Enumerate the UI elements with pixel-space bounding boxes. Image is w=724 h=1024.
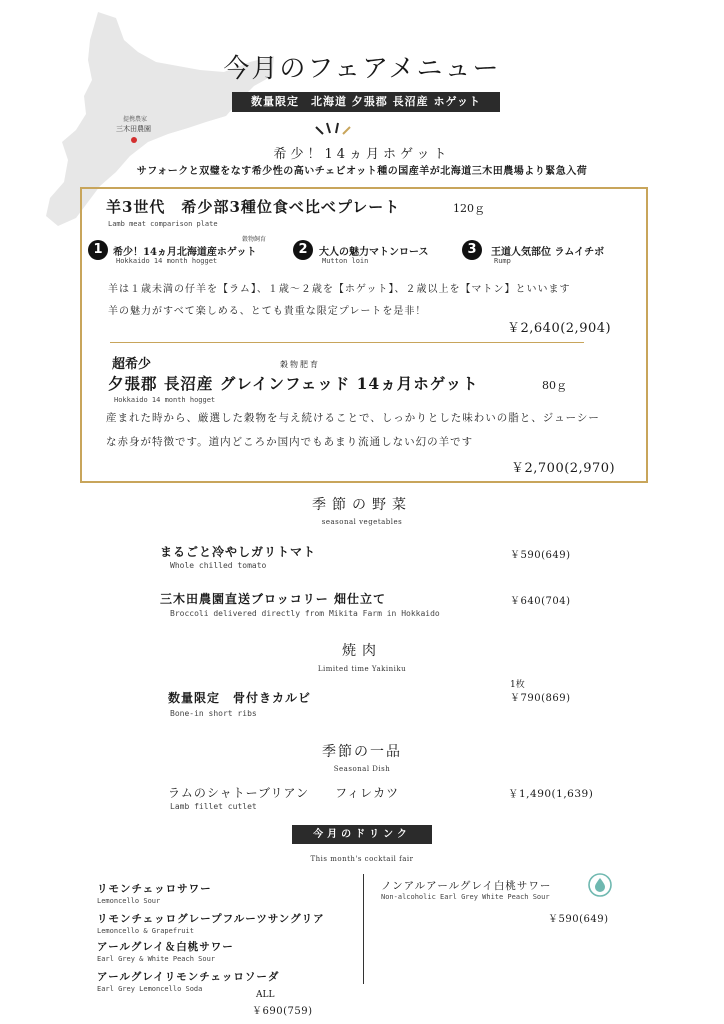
seasonal-dish-en-name: Lamb fillet cutlet [170, 802, 257, 811]
drink-1-name: リモンチェッロサワー [97, 883, 212, 895]
yakiniku-item-name: 数量限定 骨付きカルビ [168, 691, 312, 705]
drink-na-price: ￥590(649) [548, 914, 609, 925]
yakiniku-title: 焼肉 [342, 643, 382, 659]
sparkle-rays-icon [310, 121, 356, 139]
veg-item-2-name: 三木田農園直送ブロッコリー 畑仕立て [160, 592, 386, 606]
feature1-text1: 羊は１歳未満の仔羊を【ラム】、１歳～２歳を【ホゲット】、２歳以上を【マトン】といいます [108, 284, 571, 295]
vegetables-en: seasonal vegetables [321, 518, 403, 526]
veg-item-1-en: Whole chilled tomato [170, 561, 267, 570]
yakiniku-item-en: Bone-in short ribs [170, 709, 257, 718]
drink-na-en: Non-alcoholic Earl Grey White Peach Sour [381, 893, 550, 901]
drink-3-en: Earl Grey & White Peach Sour [97, 955, 216, 963]
drink-4-en: Earl Grey Lemoncello Soda [97, 985, 203, 993]
part-number-3: 3 [462, 240, 482, 260]
veg-item-2-price: ￥640(704) [510, 596, 571, 607]
drinks-en: This month's cocktail fair [310, 855, 414, 863]
feature2-weight: 80ｇ [542, 379, 567, 392]
feature2-text2: な赤身が特徴です。道内どころか国内でもあまり流通しない幻の羊です [106, 436, 474, 448]
seasonal-dish-title: 季節の一品 [322, 744, 402, 760]
yakiniku-en: Limited time Yakiniku [317, 665, 407, 673]
part1-en: Hokkaido 14 month hogget [116, 257, 218, 265]
feature2-note: 穀物肥育 [280, 360, 320, 369]
feature2-en: Hokkaido 14 month hogget [114, 396, 216, 404]
veg-item-2-en: Broccoli delivered directly from Mikita Farm in Hokkaido [170, 609, 440, 618]
farm-label-small: 提携農家 [123, 116, 148, 123]
part3-en: Rump [494, 257, 511, 265]
drink-4-name: アールグレイリモンチェッロソーダ [97, 971, 280, 983]
part2-name: 大人の魅力マトンロース [319, 247, 429, 258]
drink-1-en: Lemoncello Sour [97, 897, 161, 905]
vegetables-title: 季節の野菜 [312, 497, 412, 513]
yakiniku-unit: 1枚 [510, 680, 525, 690]
seasonal-dish-name: ラムのシャトーブリアン フィレカツ [168, 786, 400, 800]
farm-label: 三木田農園 [116, 125, 151, 133]
veg-item-1-name: まるごと冷やしガリトマト [160, 545, 317, 559]
drinks-all-label: ALL [256, 990, 275, 1000]
drinks-banner: 今月のドリンク [292, 825, 432, 844]
veg-item-1-price: ￥590(649) [510, 550, 571, 561]
feature1-weight: 120ｇ [453, 202, 485, 215]
header-banner: 数量限定 北海道 夕張郡 長沼産 ホゲット [232, 92, 500, 112]
feature2-title: 夕張郡 長沼産 グレインフェッド 14ヵ月ホゲット [108, 374, 479, 393]
part1-name: 希少！14ヵ月北海道産ホゲット [113, 247, 257, 258]
feature1-en: Lamb meat comparison plate [108, 220, 218, 228]
feature1-title: 羊3世代 希少部3種位食べ比べプレート [106, 198, 401, 216]
drinks-all-price: ￥690(759) [252, 1006, 313, 1017]
drinks-divider [363, 874, 364, 984]
drink-3-name: アールグレイ＆白桃サワー [97, 941, 234, 953]
page-title: 今月のフェアメニュー [223, 54, 501, 84]
part-number-1: 1 [88, 240, 108, 260]
water-drop-icon [588, 873, 612, 897]
drink-2-name: リモンチェッログレープフルーツサングリア [97, 913, 325, 925]
part3-name: 王道人気部位 ラムイチボ [491, 247, 605, 258]
seasonal-dish-price: ￥1,490(1,639) [508, 788, 594, 800]
description: サフォークと双璧をなす希少性の高いチェビオット種の国産羊が北海道三木田農場より緊急入荷 [136, 166, 588, 177]
subtitle: 希少！14ヵ月ホゲット [273, 147, 451, 162]
yakiniku-item-price: ￥790(869) [510, 693, 571, 704]
feature2-text1: 産まれた時から、厳選した穀物を与え続けることで、しっかりとした味わいの脂と、ジューシー [106, 412, 600, 424]
feature2-badge: 超希少 [112, 357, 152, 372]
part-number-2: 2 [293, 240, 313, 260]
feature1-text2: 羊の魅力がすべて楽しめる、とても貴重な限定プレートを是非！ [108, 306, 427, 317]
drink-2-en: Lemoncello & Grapefruit [97, 927, 194, 935]
seasonal-dish-en: Seasonal Dish [333, 765, 391, 773]
feature2-price: ￥2,700(2,970) [511, 461, 616, 476]
part2-en: Mutton loin [322, 257, 369, 265]
drink-na-name: ノンアルアールグレイ白桃サワー [381, 880, 552, 892]
divider [110, 342, 584, 343]
part1-note: 穀物飼育 [242, 236, 267, 243]
feature1-price: ￥2,640(2,904) [507, 321, 612, 336]
